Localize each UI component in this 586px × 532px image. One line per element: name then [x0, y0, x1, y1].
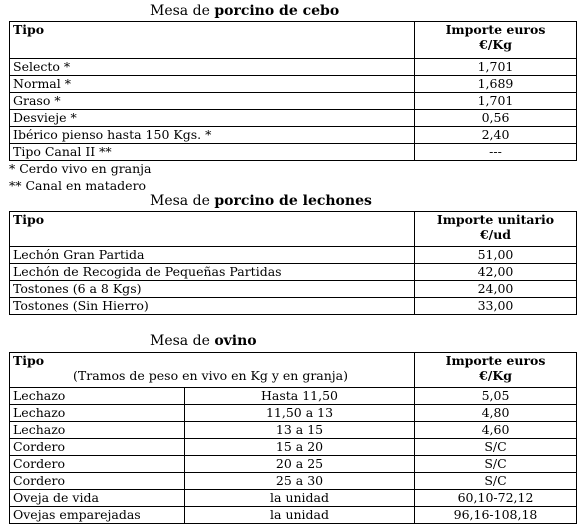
table-row — [10, 405, 577, 422]
ovino-table — [9, 352, 577, 524]
cell-importe: 1,701 — [415, 59, 577, 76]
cell-importe: S/C — [415, 456, 577, 473]
cebo-header-row — [10, 22, 577, 59]
cell-tipo: Normal * — [10, 76, 415, 93]
cell-importe: 51,00 — [415, 247, 577, 264]
cell-importe: 4,60 — [415, 422, 577, 439]
cell-tramo: 15 a 20 — [185, 439, 415, 456]
cell-tramo: 13 a 15 — [185, 422, 415, 439]
cell-importe: 60,10-72,12 — [415, 490, 577, 507]
cell-tramo: 25 a 30 — [185, 473, 415, 490]
table-row — [10, 298, 577, 315]
table-row — [10, 264, 577, 281]
cell-tramo: la unidad — [185, 490, 415, 507]
cell-tipo: Ibérico pienso hasta 150 Kgs. * — [10, 127, 415, 144]
ovino-col-tramos: (Tramos de peso en vivo en Kg y en granja) — [73, 368, 349, 383]
cell-tipo: Desvieje * — [10, 110, 415, 127]
cell-tipo: Lechón Gran Partida — [10, 247, 415, 264]
table-row — [10, 388, 577, 405]
cell-tipo: Tostones (Sin Hierro) — [10, 298, 415, 315]
lechones-col-importe: Importe unitario €/ud — [415, 212, 577, 247]
cell-tramo: 20 a 25 — [185, 456, 415, 473]
table-row — [10, 281, 577, 298]
cell-importe: 0,56 — [415, 110, 577, 127]
cell-tipo: Lechón de Recogida de Pequeñas Partidas — [10, 264, 415, 281]
cell-tramo: la unidad — [185, 507, 415, 524]
cell-importe: 42,00 — [415, 264, 577, 281]
table-row — [10, 127, 577, 144]
cell-importe: 4,80 — [415, 405, 577, 422]
lechones-header-row — [10, 212, 577, 247]
table-row — [10, 144, 577, 161]
lechones-title: Mesa de porcino de lechones — [150, 193, 372, 209]
cell-importe: 1,701 — [415, 93, 577, 110]
cell-tipo: Lechazo — [10, 405, 185, 422]
cell-tipo: Graso * — [10, 93, 415, 110]
cell-importe: --- — [415, 144, 577, 161]
cell-importe: S/C — [415, 439, 577, 456]
cell-importe: 33,00 — [415, 298, 577, 315]
table-row — [10, 473, 577, 490]
cell-importe: 96,16-108,18 — [415, 507, 577, 524]
ovino-header-row — [10, 353, 577, 388]
table-row — [10, 507, 577, 524]
table-row — [10, 456, 577, 473]
ovino-col-tipo: Tipo (Tramos de peso en vivo en Kg y en granja) — [10, 353, 415, 388]
cell-tramo: 11,50 a 13 — [185, 405, 415, 422]
cell-tipo: Tostones (6 a 8 Kgs) — [10, 281, 415, 298]
table-row — [10, 110, 577, 127]
table-row — [10, 422, 577, 439]
table-row — [10, 93, 577, 110]
table-row — [10, 59, 577, 76]
cell-tipo: Ovejas emparejadas — [10, 507, 185, 524]
cell-tipo: Selecto * — [10, 59, 415, 76]
lechones-col-tipo: Tipo — [10, 212, 415, 247]
cell-tipo: Cordero — [10, 473, 185, 490]
cell-tipo: Cordero — [10, 456, 185, 473]
table-row — [10, 490, 577, 507]
cell-importe: 24,00 — [415, 281, 577, 298]
cell-tramo: Hasta 11,50 — [185, 388, 415, 405]
table-row — [10, 76, 577, 93]
table-row — [10, 439, 577, 456]
ovino-col-importe: Importe euros €/Kg — [415, 353, 577, 388]
cell-tipo: Cordero — [10, 439, 185, 456]
table-row — [10, 247, 577, 264]
cell-importe: S/C — [415, 473, 577, 490]
ovino-title: Mesa de ovino — [150, 333, 257, 349]
cebo-note-1: * Cerdo vivo en granja — [9, 161, 152, 176]
cell-tipo: Lechazo — [10, 388, 185, 405]
cebo-col-tipo: Tipo — [10, 22, 415, 59]
cell-tipo: Lechazo — [10, 422, 185, 439]
cell-tipo: Oveja de vida — [10, 490, 185, 507]
cebo-note-2: ** Canal en matadero — [9, 178, 147, 193]
cebo-title: Mesa de porcino de cebo — [150, 3, 340, 19]
cebo-col-importe: Importe euros €/Kg — [415, 22, 577, 59]
cell-importe: 1,689 — [415, 76, 577, 93]
cebo-table — [9, 21, 577, 161]
cell-tipo: Tipo Canal II ** — [10, 144, 415, 161]
cell-importe: 5,05 — [415, 388, 577, 405]
lechones-table — [9, 211, 577, 315]
cell-importe: 2,40 — [415, 127, 577, 144]
